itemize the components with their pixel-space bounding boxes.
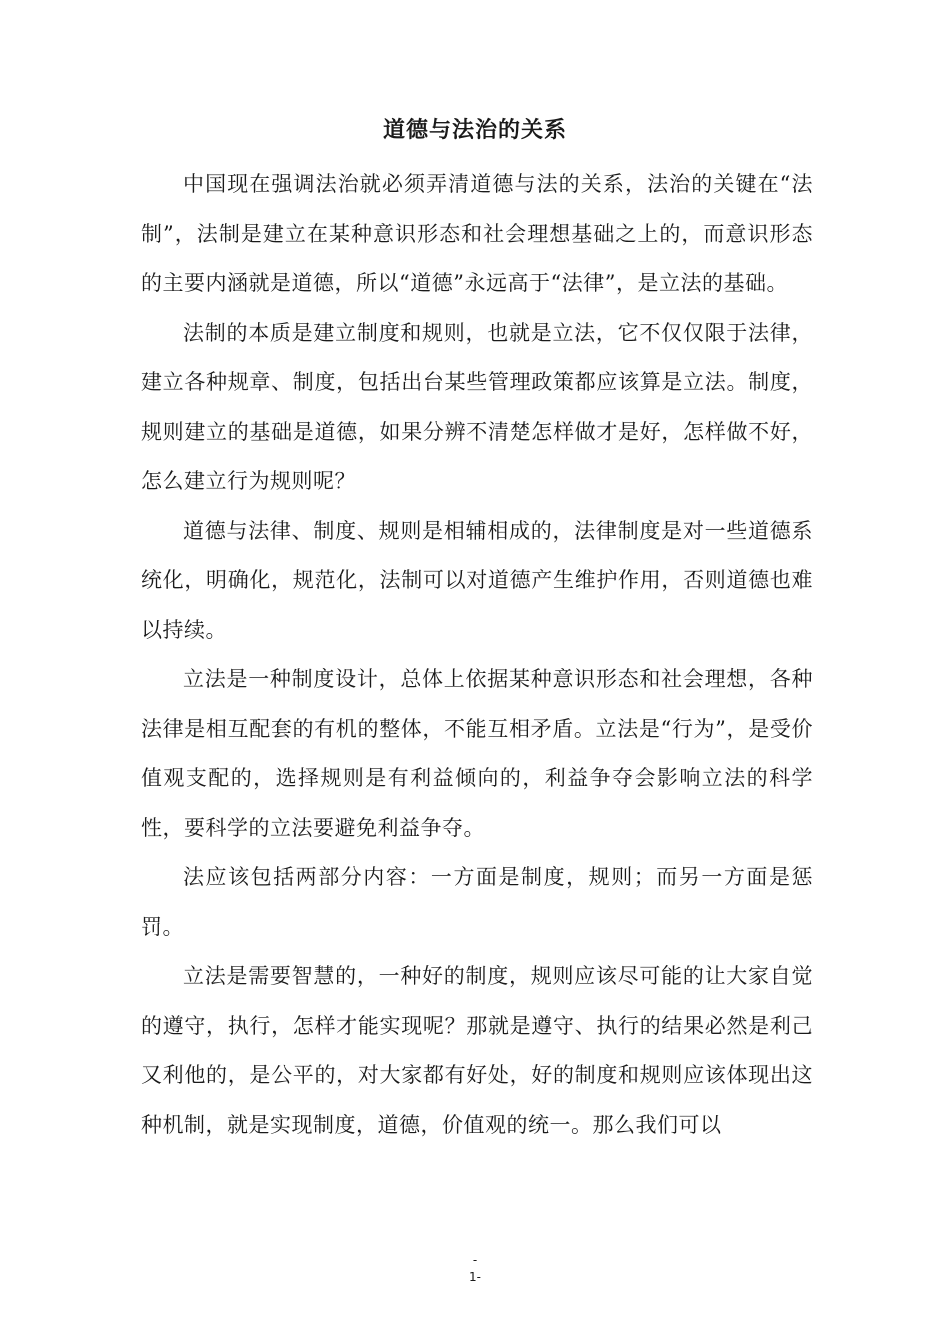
paragraph: 立法是一种制度设计，总体上依据某种意识形态和社会理想，各种法律是相互配套的有机的整体，不能互相矛盾。立法是“行为”，是受价值观支配的，选择规则是有利益倾向的，利益争夺会影响立法的科学性，要科学的立法要避免利益争夺。 bbox=[141, 667, 813, 840]
page-number: 1- bbox=[469, 1270, 481, 1284]
document-body bbox=[141, 160, 813, 1150]
paragraph: 法应该包括两部分内容：一方面是制度，规则；而另一方面是惩罚。 bbox=[141, 865, 813, 939]
footer-dash: - bbox=[472, 1253, 478, 1267]
paragraph: 法制的本质是建立制度和规则，也就是立法，它不仅仅限于法律，建立各种规章、制度，包括出台某些管理政策都应该算是立法。制度，规则建立的基础是道德，如果分辨不清楚怎样做才是好，怎样做不好，怎么建立行为规则呢？ bbox=[141, 320, 813, 493]
paragraph: 立法是需要智慧的，一种好的制度，规则应该尽可能的让大家自觉的遵守，执行，怎样才能实现呢？那就是遵守、执行的结果必然是利己又利他的，是公平的，对大家都有好处，好的制度和规则应该体现出这种机制，就是实现制度，道德，价值观的统一。那么我们可以 bbox=[141, 964, 813, 1137]
paragraph: 中国现在强调法治就必须弄清道德与法的关系，法治的关键在“法制”，法制是建立在某种意识形态和社会理想基础之上的，而意识形态的主要内涵就是道德，所以“道德”永远高于“法律”，是立法的基础。 bbox=[141, 172, 813, 295]
document-title: 道德与法治的关系 bbox=[382, 118, 567, 143]
paragraph: 道德与法律、制度、规则是相辅相成的，法律制度是对一些道德系统化，明确化，规范化，法制可以对道德产生维护作用，否则道德也难以持续。 bbox=[141, 518, 813, 642]
